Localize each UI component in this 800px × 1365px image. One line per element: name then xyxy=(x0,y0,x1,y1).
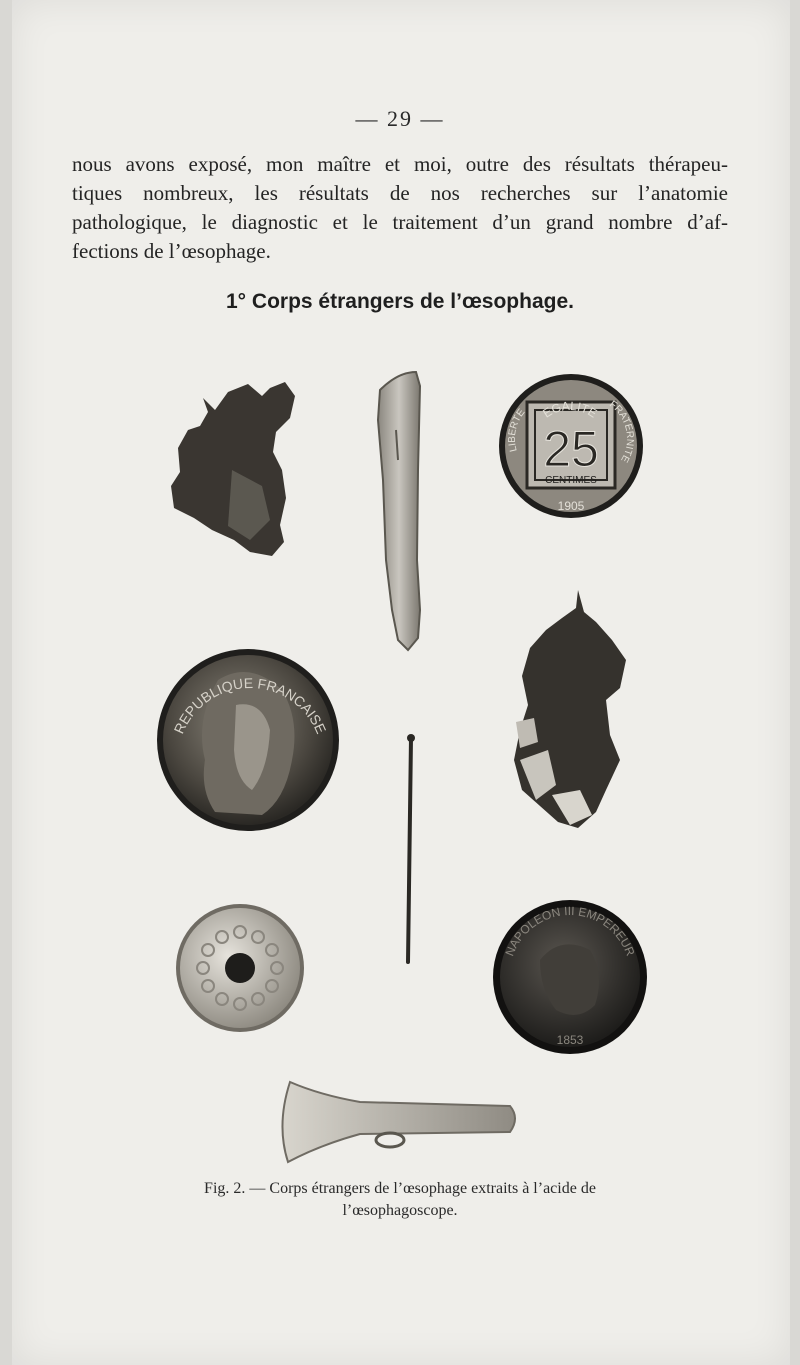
paragraph-line: nous avons exposé, mon maître et moi, outre des résultats thérapeu- xyxy=(72,152,728,176)
coin-25-top: EGALITE xyxy=(540,398,600,421)
coin-25-value: 25 xyxy=(543,421,599,477)
bone-splinter xyxy=(378,372,420,650)
coin-marianne xyxy=(157,649,339,831)
paragraph-line: tiques nombreux, les résultats de nos recherches sur l’anatomie xyxy=(72,181,728,205)
paragraph-line: fections de l’œsophage. xyxy=(72,239,271,263)
coin-25-right: FRATERNITE xyxy=(607,398,636,465)
pin xyxy=(408,738,411,962)
coin-napoleon-text: NAPOLEON III EMPEREUR xyxy=(502,903,638,958)
coin-25-unit: CENTIMES xyxy=(545,475,597,486)
coin-napoleon-year: 1853 xyxy=(556,1033,584,1047)
page-number: — 29 — xyxy=(355,106,445,131)
coin-napoleon xyxy=(493,900,647,1054)
coin-25-left: LIBERTE xyxy=(506,407,528,453)
coin-25-year: 1905 xyxy=(557,499,585,513)
paragraph-line: pathologique, le diagnostic et le traitement d’un grand nombre d’af- xyxy=(72,210,728,234)
caption-line-2: l’œsophagoscope. xyxy=(342,1202,458,1219)
caption-line-1: Fig. 2. — Corps étrangers de l’œsophage extraits à l’acide de xyxy=(204,1180,596,1197)
button-disc xyxy=(176,904,304,1032)
coin-marianne-text: REPUBLIQUE FRANCAISE xyxy=(170,674,330,737)
figure-caption xyxy=(0,1178,800,1222)
bone-fragment-top-left xyxy=(171,382,295,556)
horn-mouthpiece xyxy=(282,1082,515,1162)
section-heading: 1° Corps étrangers de l’œsophage. xyxy=(226,290,574,313)
coin-25-centimes xyxy=(499,374,643,518)
